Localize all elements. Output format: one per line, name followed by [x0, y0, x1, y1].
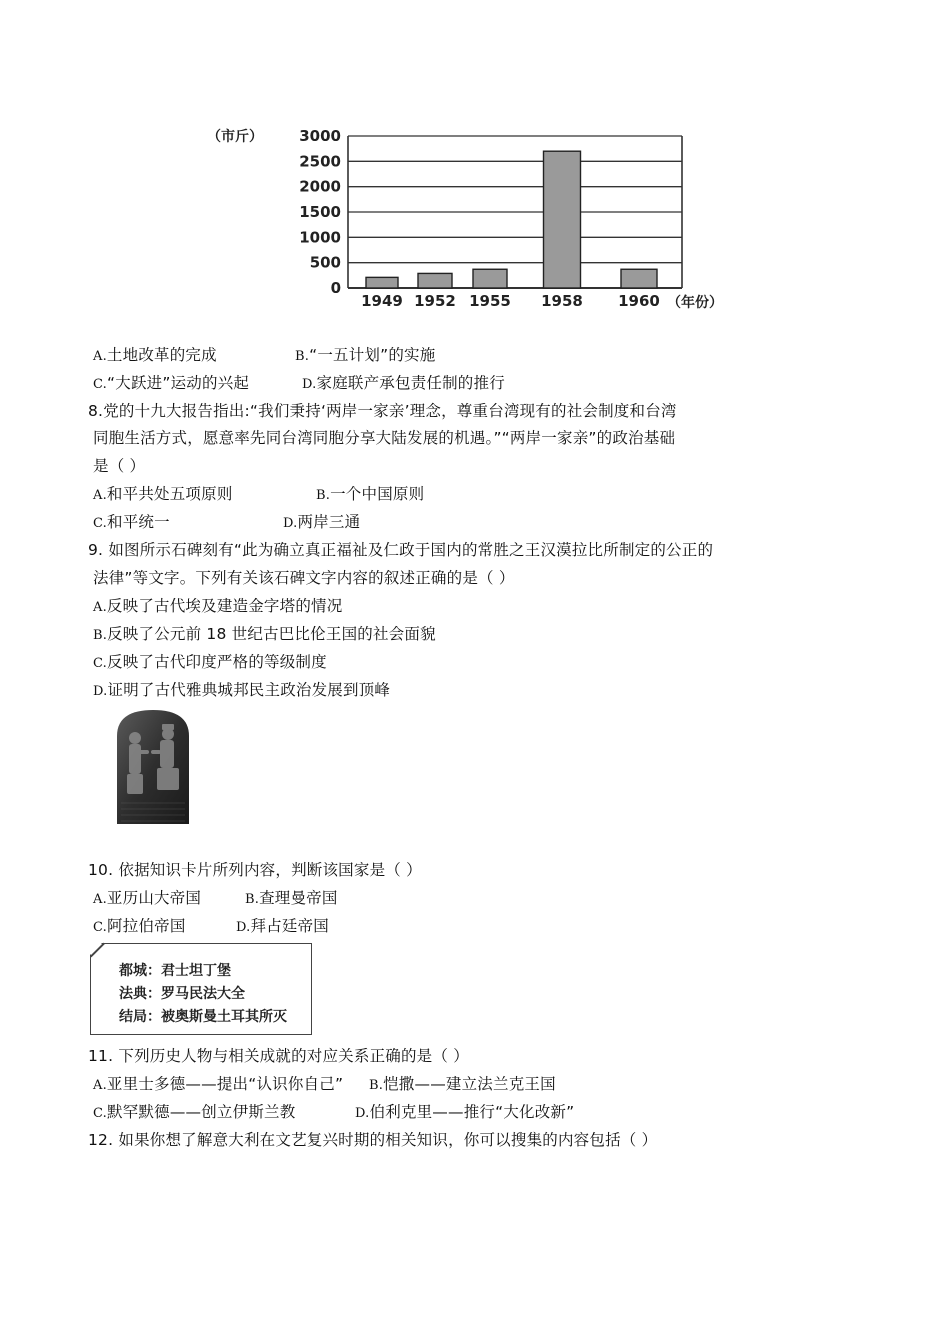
- q9-option-b-text: 反映了公元前 18 世纪古巴比伦王国的社会面貌: [107, 625, 436, 643]
- chart-xlabel: （年份）: [667, 295, 723, 311]
- chart-y-ticks: [299, 127, 341, 297]
- q7-option-a: [93, 345, 217, 367]
- knowledge-card: [90, 943, 312, 1035]
- q7-option-c-letter: C.: [93, 377, 108, 392]
- x-tick-label: 1955: [469, 292, 511, 310]
- q8-option-c-letter: C.: [93, 516, 108, 531]
- q11-option-c: [93, 1102, 295, 1124]
- q7-option-b-letter: B.: [295, 349, 310, 364]
- q9-option-c-text: 反映了古代印度严格的等级制度: [107, 653, 327, 671]
- q9-option-c-letter: C.: [93, 656, 108, 671]
- bar-1949: [366, 277, 398, 288]
- y-tick-label: 1000: [299, 228, 341, 247]
- q7-option-c-text: “大跃进”运动的兴起: [107, 374, 250, 392]
- y-tick-label: 0: [330, 279, 341, 297]
- q11-option-a-letter: A.: [93, 1078, 107, 1093]
- q8-option-a: [93, 484, 233, 506]
- chart-gridlines: [348, 136, 682, 288]
- y-tick-label: 2000: [299, 177, 341, 196]
- q9-option-a-letter: A.: [93, 600, 107, 615]
- chart-ylabel: （市斤）: [207, 129, 263, 145]
- card-ending-line: 结局：被奥斯曼土耳其所灭: [119, 1009, 287, 1025]
- q7-option-a-text: 土地改革的完成: [106, 346, 217, 364]
- bar-1955: [473, 269, 507, 288]
- q10-option-d-letter: D.: [236, 920, 251, 935]
- q11-option-d-letter: D.: [355, 1106, 370, 1121]
- bar-1960: [621, 269, 657, 288]
- y-tick-label: 500: [309, 253, 341, 272]
- bar-1952: [418, 273, 452, 288]
- q9-option-b: [93, 624, 436, 646]
- q11-stem-line-1: 11. 下列历史人物与相关成就的对应关系正确的是（ ）: [88, 1047, 469, 1065]
- q11-option-c-text: 默罕默德——创立伊斯兰教: [107, 1103, 296, 1121]
- q9-option-a: [93, 596, 342, 618]
- q8-stem-line-3: 是（ ）: [93, 457, 146, 475]
- q10-option-a-text: 亚历山大帝国: [106, 889, 202, 907]
- q9-option-a-text: 反映了古代埃及建造金字塔的情况: [106, 597, 343, 615]
- q10-option-d-text: 拜占廷帝国: [250, 917, 330, 935]
- q10-option-c-letter: C.: [93, 920, 108, 935]
- q11-option-d-text: 伯利克里——推行“大化改新”: [369, 1103, 575, 1121]
- q11-option-d: [355, 1102, 574, 1124]
- q8-option-b-text: 一个中国原则: [330, 485, 425, 503]
- x-tick-label: 1958: [541, 292, 583, 310]
- bar-1958: [544, 151, 581, 288]
- q9-option-c: [93, 652, 327, 674]
- q8-stem-line-1: 8.党的十九大报告指出:“我们秉持‘两岸一家亲’理念，尊重台湾现有的社会制度和台湾: [88, 402, 677, 420]
- q12-stem-line-1: 12. 如果你想了解意大利在文艺复兴时期的相关知识，你可以搜集的内容包括（ ）: [88, 1131, 658, 1149]
- q10-option-b-letter: B.: [245, 892, 260, 907]
- q10-option-c: [93, 916, 186, 938]
- q11-option-b-text: 恺撒——建立法兰克王国: [383, 1075, 556, 1093]
- grain-output-bar-chart: [205, 118, 745, 318]
- q7-option-d-text: 家庭联产承包责任制的推行: [316, 374, 505, 392]
- q8-option-d: [283, 512, 360, 534]
- q8-option-d-text: 两岸三通: [297, 513, 361, 531]
- chart-x-ticks: [361, 292, 660, 310]
- q9-stem-line-1: 9. 如图所示石碑刻有“此为确立真正福祉及仁政于国内的常胜之王汉漠拉比所制定的公正的: [88, 541, 714, 559]
- card-capital-line: 都城：君士坦丁堡: [119, 963, 231, 979]
- q8-option-a-letter: A.: [93, 488, 107, 503]
- q9-option-d-text: 证明了古代雅典城邦民主政治发展到顶峰: [107, 681, 391, 699]
- q9-option-b-letter: B.: [93, 628, 108, 643]
- q10-stem-line-1: 10. 依据知识卡片所列内容，判断该国家是（ ）: [88, 861, 422, 879]
- q11-option-a: [93, 1074, 343, 1096]
- q7-option-b-text: “一五计划”的实施: [309, 346, 436, 364]
- x-tick-label: 1949: [361, 292, 403, 310]
- q9-stem-line-2: 法律”等文字。下列有关该石碑文字内容的叙述正确的是（ ）: [93, 569, 515, 587]
- q10-option-c-text: 阿拉伯帝国: [107, 917, 186, 935]
- q10-option-b: [245, 888, 338, 910]
- card-code-line: 法典：罗马民法大全: [119, 986, 245, 1002]
- x-tick-label: 1952: [414, 292, 456, 310]
- q10-option-b-text: 查理曼帝国: [259, 889, 338, 907]
- q9-option-d-letter: D.: [93, 684, 108, 699]
- q10-option-a-letter: A.: [93, 892, 107, 907]
- q7-option-b: [295, 345, 435, 367]
- q8-option-b: [316, 484, 424, 506]
- x-tick-label: 1960: [618, 292, 660, 310]
- chart-bars: [366, 151, 657, 288]
- q8-option-d-letter: D.: [283, 516, 298, 531]
- q11-option-b: [369, 1074, 556, 1096]
- q7-option-d-letter: D.: [302, 377, 317, 392]
- q10-option-d: [236, 916, 329, 938]
- q9-option-d: [93, 680, 390, 702]
- y-tick-label: 3000: [299, 127, 341, 145]
- q11-option-c-letter: C.: [93, 1106, 108, 1121]
- q11-option-a-text: 亚里士多德——提出“认识你自己”: [106, 1075, 344, 1093]
- q7-option-c: [93, 373, 249, 395]
- q8-option-c: [93, 512, 170, 534]
- hammurabi-stele-image: [113, 708, 193, 824]
- q8-stem-line-2: 同胞生活方式，愿意率先同台湾同胞分享大陆发展的机遇。”“两岸一家亲”的政治基础: [93, 429, 676, 447]
- y-tick-label: 1500: [299, 203, 341, 221]
- q8-option-b-letter: B.: [316, 488, 331, 503]
- q10-option-a: [93, 888, 201, 910]
- q7-option-a-letter: A.: [93, 349, 107, 364]
- q8-option-a-text: 和平共处五项原则: [106, 485, 233, 503]
- q8-option-c-text: 和平统一: [107, 513, 170, 531]
- q11-option-b-letter: B.: [369, 1078, 384, 1093]
- y-tick-label: 2500: [299, 152, 341, 171]
- q7-option-d: [302, 373, 505, 395]
